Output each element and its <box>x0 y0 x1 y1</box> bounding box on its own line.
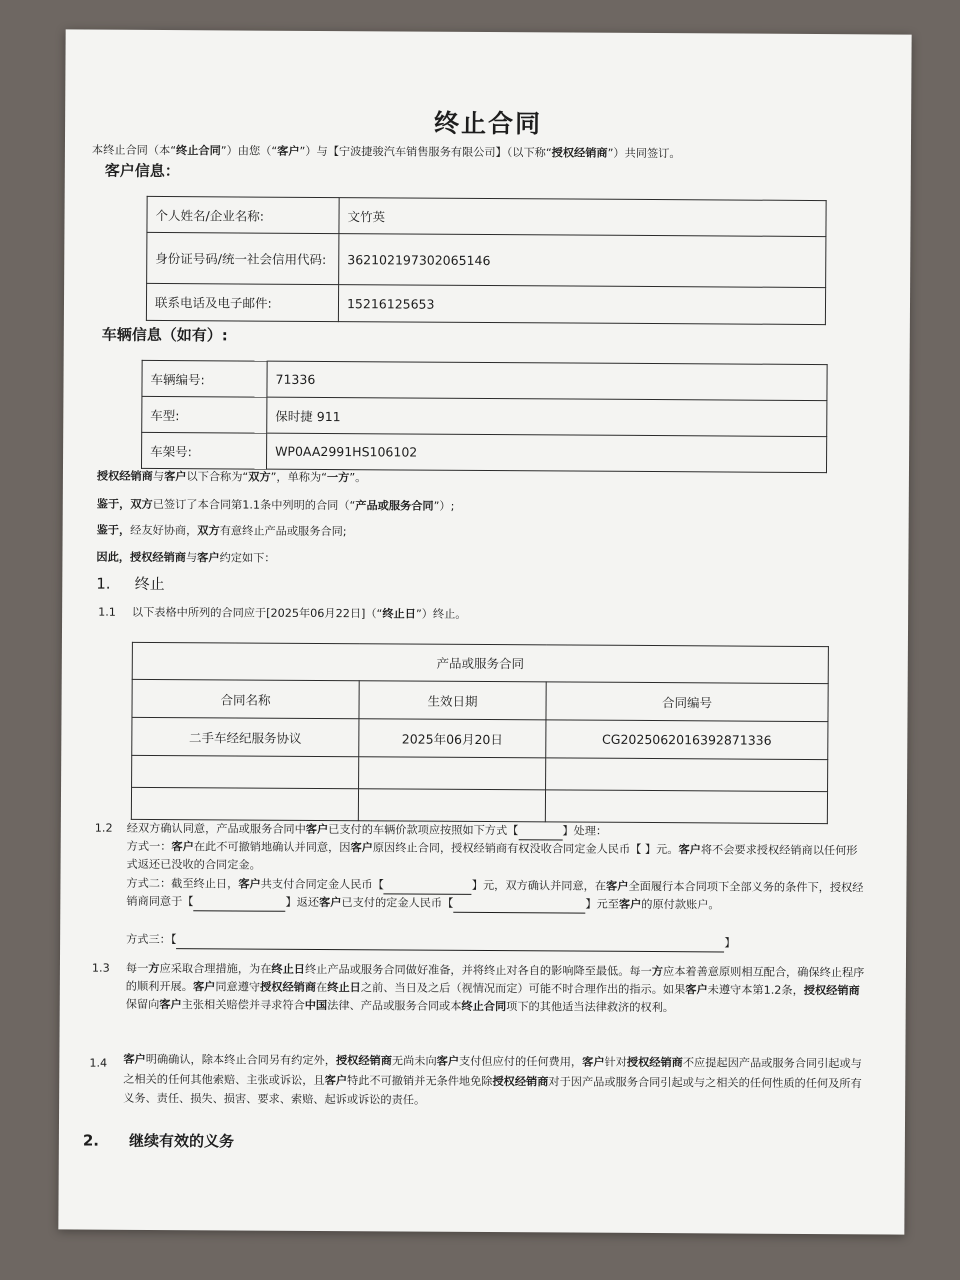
column-header: 合同编号 <box>546 682 828 722</box>
vehicle-number-label: 车辆编号: <box>142 360 267 397</box>
table-header-row <box>132 679 828 721</box>
customer-name-label: 个人姓名/企业名称: <box>147 196 339 233</box>
clause-1-3: 每一方应采取合理措施，为在终止日终止产品或服务合同做好准备，并将终止对各自的影响降至最低。每一方应本着善意原则相互配合，确保终止程序的顺利开展。客户同意遵守授权经销商在终止日之前、当日及之后（视情况而定）可能不时合理作出的指示。如果客户未遵守本第1.2条，授权经销商保留向客户主张相关赔偿并寻求符合中国法律、产品或服务合同或本终止合同项下的其他适当法律救济的权利。 <box>125 961 865 1015</box>
section-2-heading: 2. 继续有效的义务 <box>82 1131 235 1151</box>
method-3-blank <box>176 948 724 952</box>
column-header: 生效日期 <box>359 681 546 720</box>
table-row <box>141 432 826 472</box>
therefore-paragraph: 因此，授权经销商与客户约定如下： <box>96 550 276 565</box>
parties-paragraph: 授权经销商与客户以下合称为“双方”，单称为“一方”。 <box>96 469 367 485</box>
document-title: 终止合同 <box>434 108 543 139</box>
method-2: 方式二：截至终止日，客户共支付合同定金人民币【 】元，双方确认并同意，在客户全面履行本合同项下全部义务的条件下，授权经销商同意于【 】返还客户已支付的定金人民币【 】元至客户的原付款账户。 <box>126 875 866 916</box>
vehicle-number-value: 71336 <box>267 361 827 400</box>
section-1-heading: 1. 终止 <box>96 574 165 594</box>
table-cell <box>359 757 546 790</box>
table-row <box>147 196 826 236</box>
clause-1-2-number: 1.2 <box>94 821 113 835</box>
table-row <box>132 717 828 759</box>
customer-contact-label: 联系电话及电子邮件: <box>146 283 338 321</box>
clause-1-4-number: 1.4 <box>89 1056 108 1070</box>
contract-name-cell: 二手车经纪服务协议 <box>132 717 359 756</box>
customer-info-table <box>146 196 827 325</box>
vehicle-info-table <box>141 360 828 473</box>
customer-name-value: 文竹英 <box>339 198 826 237</box>
vin-value: WP0AA2991HS106102 <box>266 433 826 472</box>
table-row <box>146 283 825 324</box>
refund-amount-blank <box>453 912 585 914</box>
whereas-paragraph-2: 鉴于，经友好协商，双方有意终止产品或服务合同; <box>96 523 347 539</box>
vin-label: 车架号: <box>141 432 266 469</box>
customer-id-value: 362102197302065146 <box>339 234 826 288</box>
table-cell <box>546 758 828 792</box>
table-cell <box>545 790 827 824</box>
whereas-paragraph-1: 鉴于，双方已签订了本合同第1.1条中列明的合同（“产品或服务合同”）; <box>96 497 455 513</box>
vehicle-info-heading: 车辆信息（如有）: <box>101 325 228 345</box>
vehicle-model-label: 车型: <box>142 396 267 433</box>
column-header: 合同名称 <box>132 679 359 718</box>
table-cell <box>131 787 358 820</box>
contract-page <box>58 29 911 1234</box>
table-cell <box>132 755 359 788</box>
contracts-table <box>131 642 829 824</box>
vehicle-model-value: 保时捷 911 <box>267 397 827 436</box>
clause-1-4: 客户明确确认，除本终止合同另有约定外，授权经销商无尚未向客户支付但应付的任何费用，客户针对授权经销商不应提起因产品或服务合同引起或与之相关的任何其他索赔、主张或诉讼，且客户特此不可撤销并无条件地免除授权经销商对于因产品或服务合同引起或与之相关的任何性质的任何及所有义务、责任、损失、损害、要求、索赔、起诉或诉讼的责任。 <box>123 1052 862 1107</box>
table-row <box>142 360 827 400</box>
clause-1-3-number: 1.3 <box>91 961 110 975</box>
contract-number-cell: CG2025062016392871336 <box>546 720 828 760</box>
method-1: 方式一：客户在此不可撤销地确认并同意，因客户原因终止合同，授权经销商有权没收合同定金人民币【 】元。客户将不会要求授权经销商以任何形式返还已没收的合同定金。 <box>126 839 858 872</box>
contracts-table-caption: 产品或服务合同 <box>132 642 828 683</box>
customer-id-label: 身份证号码/统一社会信用代码: <box>147 232 339 284</box>
effective-date-cell: 2025年06月20日 <box>359 719 546 758</box>
customer-info-heading: 客户信息： <box>104 161 180 181</box>
table-row <box>132 755 828 791</box>
table-row <box>131 787 827 823</box>
refund-date-blank <box>193 910 285 912</box>
clause-1-2-intro: 经双方确认同意，产品或服务合同中客户已支付的车辆价款项应按照如下方式【 】处理： <box>127 820 867 843</box>
deposit-amount-blank <box>384 893 472 895</box>
intro-paragraph: 本终止合同（本“终止合同”）由您（“客户”）与【宁波捷骏汽车销售服务有限公司】（以下称“授权经销商”）共同签订。 <box>91 143 681 161</box>
table-cell <box>358 789 545 822</box>
table-row <box>132 642 828 683</box>
method-3: 方式三：【 】 <box>126 931 866 954</box>
clause-1-1: 1.1 以下表格中所列的合同应于[2025年06月22日]（“终止日”）终止。 <box>98 605 467 621</box>
customer-contact-value: 15216125653 <box>338 285 825 325</box>
table-row <box>147 232 826 287</box>
table-row <box>142 396 827 436</box>
